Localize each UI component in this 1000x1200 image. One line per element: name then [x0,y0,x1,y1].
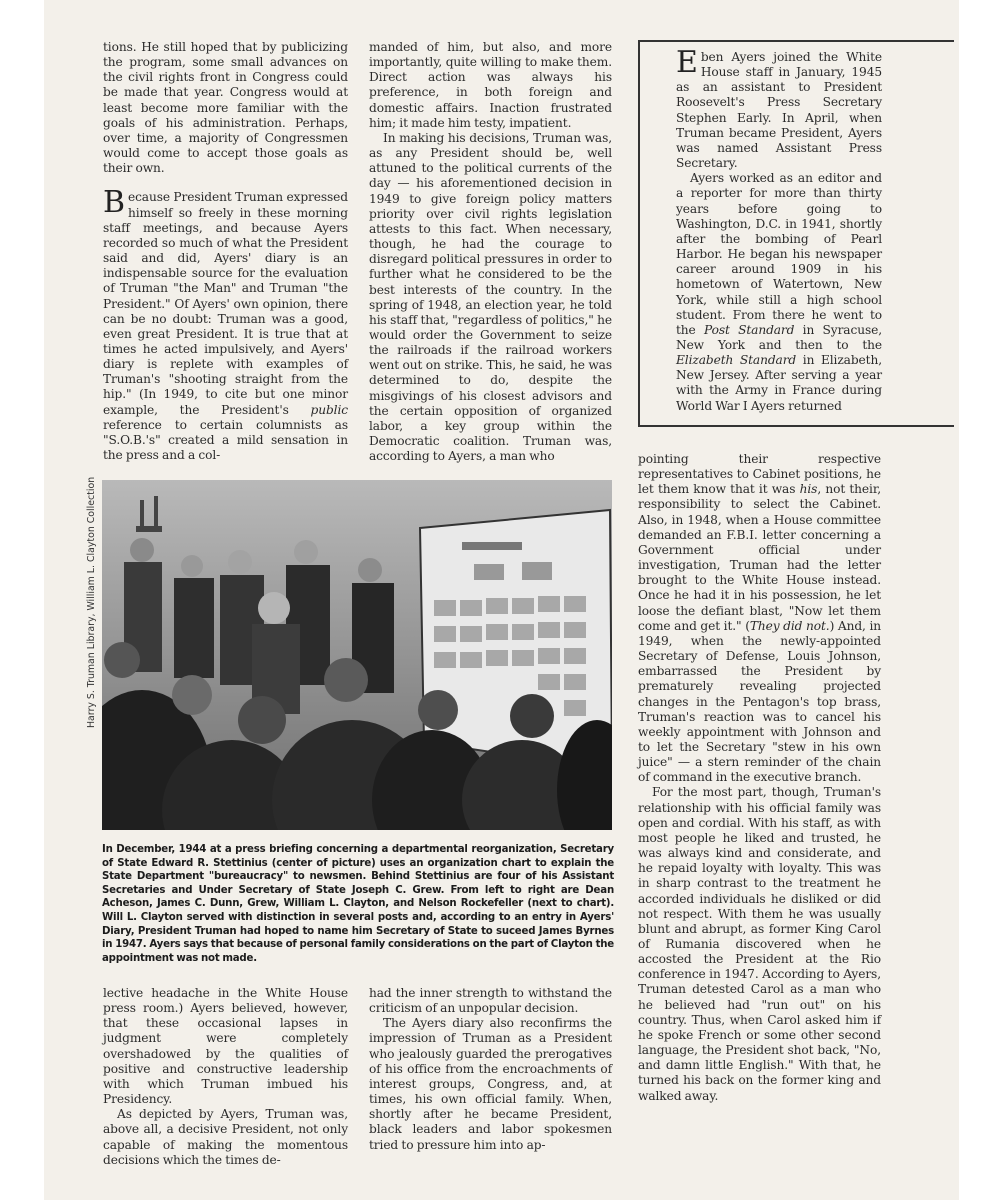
photo-credit: Harry S. Truman Library, William L. Clayton Collection [86,476,97,728]
article-column-2 [369,40,612,464]
paragraph: tions. He still hoped that by publicizing the program, some small advances on the civil rights front in Congress could be made that year. Congress would at least become more familiar with the goals of his administration. Perhaps, over time, a majority of Congressmen would come to accept those goals as their own. [103,40,348,176]
paragraph: lective headache in the White House press room.) Ayers believed, however, that these occasional lapses in judgment were completely overshadowed by the qualities of positive and constructive leadership with which Truman imbued his Presidency. [103,986,348,1107]
paragraph-with-dropcap: Because President Truman expressed himself so freely in these morning staff meetings, and because Ayers recorded so much of what the President said and did, Ayers' diary is an indispensable source for the evaluation of Truman "the Man" and Truman "the President." Of Ayers' own opinion, there can be no doubt: Truman was a good, even great President. It is true that at times he acted impulsively, and Ayers' diary is replete with examples of Truman's "shooting straight from the hip." (In 1949, to cite but one minor example, the President's public reference to certain columnists as "S.O.B.'s" created a mild sensation in the press and a col- [103,185,348,463]
drop-cap: E [676,45,698,80]
article-column-2-bottom [369,986,612,1153]
paragraph: pointing their respective representatives to Cabinet positions, he let them know that it was his, not their, responsibility to select the Cabinet. Also, in 1948, when a House committee demanded an F.B.I. letter concerning a Government official under investigation, Truman had the letter brought to the White House instead. Once he had it in his possession, he let loose the defiant blast, "Now let them come and get it." (They did not.) And, in 1949, when the newly-appointed Secretary of Defense, Louis Johnson, embarrassed the President by prematurely revealing projected changes in the Pentagon's top brass, Truman's reaction was to cancel his weekly appointment with Johnson and to let the Secretary "stew in his own juice" — a stern reminder of the chain of command in the executive branch. [638,452,881,785]
paragraph: had the inner strength to withstand the criticism of an unpopular decision. [369,986,612,1016]
photo-illustration [102,480,612,830]
press-briefing-photo [102,480,612,830]
article-column-3 [638,452,881,1104]
paragraph: As depicted by Ayers, Truman was, above all, a decisive President, not only capable of making the momentous decisions which the times de- [103,1107,348,1167]
paragraph: The Ayers diary also reconfirms the impression of Truman as a President who jealously guarded the prerogatives of his office from the encroachments of interest groups, Congress, and, at times, his own official family. When, shortly after he became President, black leaders and labor spokesmen tried to pressure him into ap- [369,1016,612,1152]
paragraph: For the most part, though, Truman's relationship with his official family was open and cordial. With his staff, as with most people he liked and trusted, he was always kind and considerate, and he repaid loyalty with loyalty. This was in sharp contrast to the treatment he accorded individuals he disliked or did not respect. With them he was usually blunt and abrupt, as former King Carol of Rumania discovered when he accosted the President at the Rio conference in 1947. According to Ayers, Truman detested Carol as a man who he believed had "run out" on his country. Thus, when Carol asked him if he spoke French or some other second language, the President shot back, "No, and damn little English." With that, he turned his back on the former king and walked away. [638,785,881,1103]
paragraph: Ayers worked as an editor and a reporter for more than thirty years before going to Washington, D.C. in 1941, shortly after the bombing of Pearl Harbor. He began his newspaper career around 1909 in his hometown of Watertown, New York, while still a high school student. From there he went to the Post Standard in Syracuse, New York and then to the Elizabeth Standard in Elizabeth, New Jersey. After serving a year with the Army in France during World War I Ayers returned [676,171,882,413]
drop-cap: B [103,185,125,221]
article-column-1-bottom [103,986,348,1168]
sidebar-text [676,45,882,414]
paragraph: manded of him, but also, and more importantly, quite willing to make them. Direct action was always his preference, in both foreign and domestic affairs. Inaction frustrated him; it made him testy, impatient. [369,40,612,130]
photo-caption: In December, 1944 at a press briefing concerning a departmental reorganization, Secretary of State Edward R. Stettinius (center of picture) uses an organization chart to explain the State Department "bureaucracy" to newsmen. Behind Stettinius are four of his Assistant Secretaries and Under Secretary of State Joseph C. Grew. From left to right are Dean Acheson, James C. Dunn, Grew, William L. Clayton, and Nelson Rockefeller (next to chart). Will L. Clayton served with distinction in several posts and, according to an entry in Ayers' Diary, President Truman had hoped to name him Secretary of State to suceed James Byrnes in 1947. Ayers says that because of personal family considerations on the part of Clayton the appointment was not made. [102,844,614,964]
paragraph: In making his decisions, Truman was, as any President should be, well attuned to the political currents of the day — his aforementioned decision in 1949 to give foreign policy matters priority over civil rights legislation attests to this fact. When necessary, though, he had the courage to disregard political pressures in order to further what he considered to be the best interests of the country. In the spring of 1948, an election year, he told his staff that, "regardless of politics," he would order the Government to seize the railroads if the railroad workers went out on strike. This, he said, he was determined to do, despite the misgivings of his closest advisors and the certain opposition of organized labor, a key group within the Democratic coalition. Truman was, according to Ayers, a man who [369,130,612,464]
paragraph-with-dropcap: Eben Ayers joined the White House staff in January, 1945 as an assistant to President Roosevelt's Press Secretary Stephen Early. In April, when Truman became President, Ayers was named Assistant Press Secretary. [676,45,882,171]
article-column-1 [103,40,348,463]
